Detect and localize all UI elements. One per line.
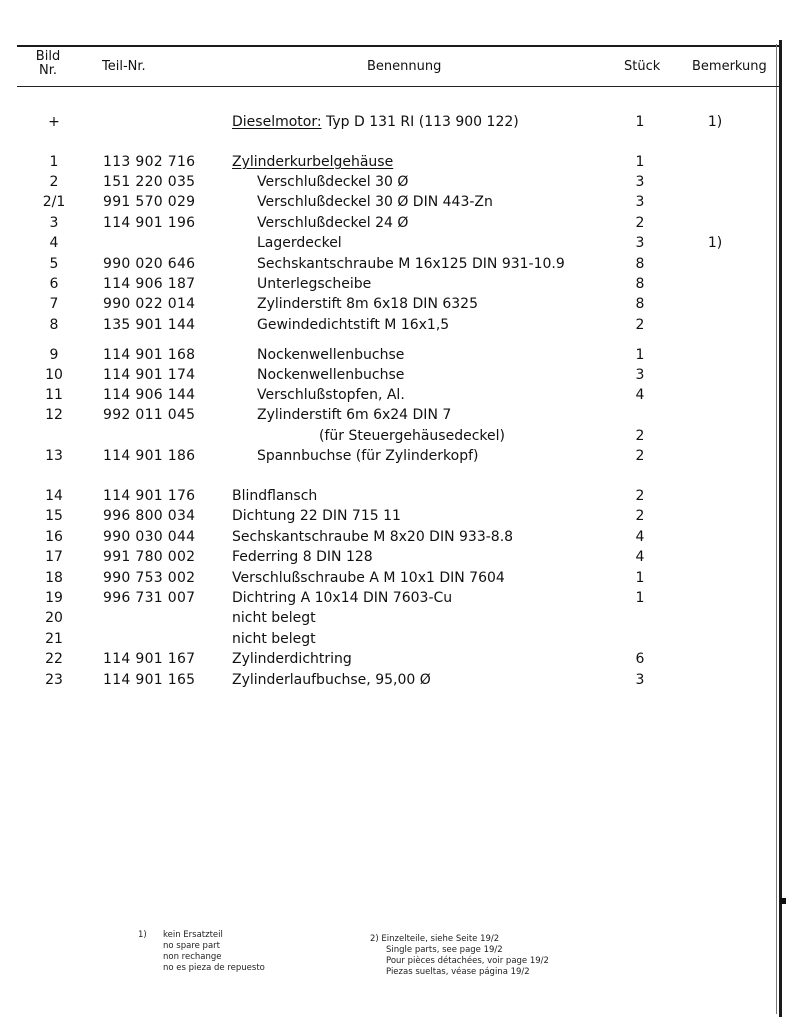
row-bild: 12 xyxy=(45,407,63,423)
row-stueck: 3 xyxy=(635,235,645,251)
row-benennung: Zylinderkurbelgehäuse xyxy=(232,154,394,170)
row-benennung: nicht belegt xyxy=(232,610,316,626)
row-bild: 14 xyxy=(45,488,63,504)
table-row xyxy=(0,255,796,273)
table-row xyxy=(0,193,796,211)
row-benennung: Zylinderstift 6m 6x24 DIN 7 xyxy=(257,407,452,423)
row-benennung: Blindflansch xyxy=(232,488,318,504)
row-benennung: Spannbuchse (für Zylinderkopf) xyxy=(257,448,479,464)
row-stueck: 3 xyxy=(635,367,645,383)
row-bild: 4 xyxy=(49,235,59,251)
row-bild: 11 xyxy=(45,387,63,403)
row-bild: 9 xyxy=(49,347,59,363)
row-teil-nr: 990 030 044 xyxy=(103,529,196,545)
table-row xyxy=(0,569,796,587)
table-row xyxy=(0,447,796,465)
row-stueck: 1 xyxy=(635,590,645,606)
row-teil-nr: 992 011 045 xyxy=(103,407,196,423)
table-row xyxy=(0,609,796,627)
row-bild: 20 xyxy=(45,610,63,626)
row-benennung: Dichtring A 10x14 DIN 7603-Cu xyxy=(232,590,453,606)
row-benennung: Verschlußdeckel 24 Ø xyxy=(257,215,409,231)
table-row xyxy=(0,528,796,546)
row-teil-nr: 114 901 174 xyxy=(103,367,196,383)
row-stueck: 2 xyxy=(635,448,645,464)
row-benennung: Verschlußstopfen, Al. xyxy=(257,387,405,403)
table-row xyxy=(0,316,796,334)
table-row xyxy=(0,487,796,505)
row-benennung: Zylinderlaufbuchse, 95,00 Ø xyxy=(232,672,431,688)
main-benennung-title: Dieselmotor: xyxy=(232,114,322,130)
footnote-2-line: Single parts, see page 19/2 xyxy=(386,945,503,955)
row-benennung: Unterlegscheibe xyxy=(257,276,372,292)
row-bild: 8 xyxy=(49,317,59,333)
row-teil-nr: 135 901 144 xyxy=(103,317,196,333)
main-bemerkung: 1) xyxy=(707,114,723,130)
row-teil-nr: 114 901 186 xyxy=(103,448,196,464)
row-benennung: Nockenwellenbuchse xyxy=(257,347,405,363)
row-stueck: 2 xyxy=(635,508,645,524)
row-stueck: 1 xyxy=(635,154,645,170)
table-row xyxy=(0,295,796,313)
row-teil-nr: 996 731 007 xyxy=(103,590,196,606)
row-stueck: 8 xyxy=(635,296,645,312)
row-benennung: Verschlußschraube A M 10x1 DIN 7604 xyxy=(232,570,505,586)
row-teil-nr: 114 901 176 xyxy=(103,488,196,504)
footnote-2-line: 2) Einzelteile, siehe Seite 19/2 xyxy=(370,934,500,944)
row-bild: 17 xyxy=(45,549,63,565)
row-bild: 7 xyxy=(49,296,59,312)
row-bild: 10 xyxy=(45,367,63,383)
row-benennung: Nockenwellenbuchse xyxy=(257,367,405,383)
table-row xyxy=(0,548,796,566)
header-bemerkung: Bemerkung xyxy=(692,59,767,74)
main-benennung-type: Typ D 131 RI (113 900 122) xyxy=(321,114,519,130)
footnote-2-line: Pour pièces détachées, voir page 19/2 xyxy=(386,956,549,966)
table-row xyxy=(0,366,796,384)
row-bild: 18 xyxy=(45,570,63,586)
row-benennung: Verschlußdeckel 30 Ø xyxy=(257,174,409,190)
row-teil-nr: 113 902 716 xyxy=(103,154,196,170)
row-stueck: 4 xyxy=(635,529,645,545)
main-stueck: 1 xyxy=(635,114,645,130)
header-bild-label: Bild xyxy=(35,49,61,64)
row-teil-nr: 990 753 002 xyxy=(103,570,196,586)
table-row xyxy=(0,650,796,668)
row-benennung: (für Steuergehäusedeckel) xyxy=(319,428,505,444)
row-benennung: Federring 8 DIN 128 xyxy=(232,549,373,565)
table-row xyxy=(0,386,796,404)
row-bild: 21 xyxy=(45,631,63,647)
row-stueck: 4 xyxy=(635,387,645,403)
row-teil-nr: 991 570 029 xyxy=(103,194,196,210)
footnote-1-line: non rechange xyxy=(163,952,222,962)
footnote-1-line: kein Ersatzteil xyxy=(163,930,223,940)
table-row xyxy=(0,346,796,364)
footnote-1-text xyxy=(163,930,265,974)
footnote-1-line: no es pieza de repuesto xyxy=(163,963,265,973)
row-benennung: Dichtung 22 DIN 715 11 xyxy=(232,508,401,524)
table-row xyxy=(0,671,796,689)
row-stueck: 2 xyxy=(635,428,645,444)
row-teil-nr: 996 800 034 xyxy=(103,508,196,524)
row-benennung: Verschlußdeckel 30 Ø DIN 443-Zn xyxy=(257,194,493,210)
header-benennung: Benennung xyxy=(367,59,442,74)
table-row xyxy=(0,406,796,424)
row-bild: 5 xyxy=(49,256,59,272)
footnote-2 xyxy=(370,934,549,978)
table-row xyxy=(0,507,796,525)
row-benennung: Lagerdeckel xyxy=(257,235,342,251)
row-bemerkung: 1) xyxy=(707,235,723,251)
row-stueck: 3 xyxy=(635,672,645,688)
row-stueck: 8 xyxy=(635,256,645,272)
table-row xyxy=(0,214,796,232)
row-stueck: 8 xyxy=(635,276,645,292)
row-teil-nr: 114 901 165 xyxy=(103,672,196,688)
row-teil-nr: 114 906 144 xyxy=(103,387,196,403)
table-row xyxy=(0,173,796,191)
row-bild: 23 xyxy=(45,672,63,688)
row-stueck: 2 xyxy=(635,215,645,231)
footnote-2-line: Piezas sueltas, véase página 19/2 xyxy=(386,967,530,977)
row-benennung: Zylinderstift 8m 6x18 DIN 6325 xyxy=(257,296,478,312)
row-teil-nr: 114 906 187 xyxy=(103,276,196,292)
header-teil-nr: Teil-Nr. xyxy=(102,59,146,74)
row-stueck: 2 xyxy=(635,317,645,333)
row-bild: 1 xyxy=(49,154,59,170)
row-stueck: 4 xyxy=(635,549,645,565)
footnote-1-mark: 1) xyxy=(138,930,147,940)
row-teil-nr: 990 022 014 xyxy=(103,296,196,312)
row-benennung: nicht belegt xyxy=(232,631,316,647)
row-bild: 15 xyxy=(45,508,63,524)
main-bild: + xyxy=(48,114,60,130)
row-stueck: 1 xyxy=(635,347,645,363)
row-bild: 2/1 xyxy=(42,194,66,210)
row-teil-nr: 990 020 646 xyxy=(103,256,196,272)
row-bild: 13 xyxy=(45,448,63,464)
row-teil-nr: 151 220 035 xyxy=(103,174,196,190)
row-bild: 6 xyxy=(49,276,59,292)
row-teil-nr: 991 780 002 xyxy=(103,549,196,565)
row-stueck: 1 xyxy=(635,570,645,586)
row-teil-nr: 114 901 168 xyxy=(103,347,196,363)
row-stueck: 3 xyxy=(635,194,645,210)
row-stueck: 3 xyxy=(635,174,645,190)
row-teil-nr: 114 901 167 xyxy=(103,651,196,667)
table-row xyxy=(0,630,796,648)
table-row xyxy=(0,427,796,445)
header-stueck: Stück xyxy=(624,59,661,74)
row-benennung: Sechskantschraube M 16x125 DIN 931-10.9 xyxy=(257,256,565,272)
main-assembly-row xyxy=(0,113,796,131)
row-benennung: Gewindedichtstift M 16x1,5 xyxy=(257,317,450,333)
header-nr-label: Nr. xyxy=(38,63,57,78)
row-bild: 22 xyxy=(45,651,63,667)
row-teil-nr: 114 901 196 xyxy=(103,215,196,231)
table-row xyxy=(0,153,796,171)
row-benennung: Sechskantschraube M 8x20 DIN 933-8.8 xyxy=(232,529,514,545)
table-row xyxy=(0,234,796,252)
main-benennung xyxy=(232,113,519,131)
footnote-1-line: no spare part xyxy=(163,941,220,951)
row-stueck: 6 xyxy=(635,651,645,667)
row-bild: 2 xyxy=(49,174,59,190)
row-bild: 16 xyxy=(45,529,63,545)
table-row xyxy=(0,589,796,607)
row-bild: 3 xyxy=(49,215,59,231)
row-stueck: 2 xyxy=(635,488,645,504)
row-bild: 19 xyxy=(45,590,63,606)
row-benennung: Zylinderdichtring xyxy=(232,651,352,667)
table-row xyxy=(0,275,796,293)
